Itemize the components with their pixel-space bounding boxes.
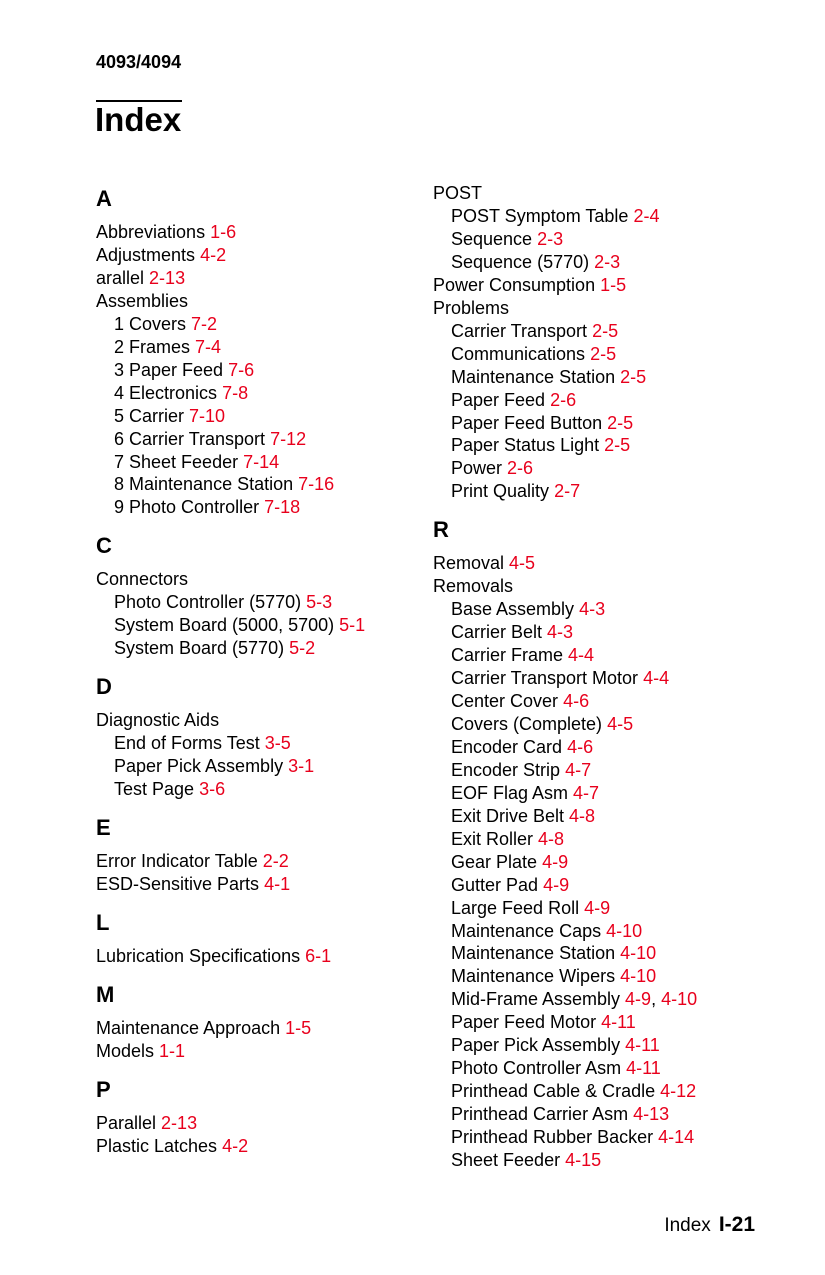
- entry-text: Error Indicator Table: [96, 850, 258, 871]
- page-reference-link[interactable]: 2-5: [590, 343, 617, 364]
- entry-text: 3 Paper Feed: [114, 359, 224, 380]
- page-reference-link[interactable]: 7-4: [195, 336, 222, 357]
- page-reference-link[interactable]: 2-3: [594, 251, 621, 272]
- page-reference-link[interactable]: 4-8: [569, 805, 596, 826]
- entry-text: Carrier Frame: [451, 645, 564, 666]
- index-entry-parallel: [96, 1112, 197, 1134]
- index-subentry-8-maintenance-station: [114, 473, 334, 495]
- page-reference-link[interactable]: 4-14: [658, 1127, 695, 1148]
- page-reference-link[interactable]: 2-13: [161, 1112, 198, 1133]
- page-reference-link[interactable]: 4-5: [607, 713, 634, 734]
- entry-text: Base Assembly: [451, 599, 575, 620]
- index-subentry-carrier-belt: [451, 621, 573, 643]
- entry-text: Large Feed Roll: [451, 897, 580, 918]
- index-subentry-photo-controller-5770: [114, 591, 332, 613]
- entry-text: 9 Photo Controller: [114, 497, 260, 518]
- index-subentry-post-symptom-table: [451, 205, 659, 227]
- entry-text: Assemblies: [96, 290, 189, 311]
- index-subentry-test-page: [114, 778, 225, 800]
- entry-text: Photo Controller Asm: [451, 1058, 622, 1079]
- entry-text: Adjustments: [96, 244, 196, 265]
- entry-text: Abbreviations: [96, 222, 206, 242]
- index-subentry-sheet-feeder: [451, 1149, 601, 1171]
- entry-text: Exit Roller: [451, 828, 534, 849]
- index-entry-maintenance-approach: [96, 1017, 311, 1039]
- entry-text: POST: [433, 183, 483, 203]
- page-reference-link[interactable]: 7-14: [243, 451, 280, 472]
- index-entry-diagnostic-aids: [96, 709, 219, 731]
- index-subentry-maintenance-station: [451, 942, 656, 964]
- entry-text: Carrier Transport: [451, 320, 588, 341]
- entry-text: Maintenance Wipers: [451, 966, 616, 987]
- index-subentry-gear-plate: [451, 851, 568, 873]
- index-entry-post: [433, 182, 482, 204]
- index-entry-models: [96, 1040, 185, 1062]
- page-reference-link[interactable]: 4-11: [626, 1058, 661, 1079]
- index-subentry-system-board-5770: [114, 637, 315, 659]
- entry-text: Covers (Complete): [451, 713, 603, 734]
- page-reference-link[interactable]: 5-2: [289, 638, 316, 659]
- entry-text: Connectors: [96, 569, 189, 590]
- page-reference-link[interactable]: 4-7: [565, 759, 592, 780]
- manual-model-number: 4093/4094: [96, 52, 182, 72]
- index-subentry-printhead-rubber-backer: [451, 1126, 694, 1148]
- index-subentry-end-of-forms-test: [114, 732, 291, 754]
- index-subentry-mid-frame-assembly: Mid-Frame Assembly 4-9, 4-10: [451, 989, 698, 1010]
- page-reference-link[interactable]: 2-2: [262, 850, 289, 871]
- entry-text: Removals: [433, 576, 514, 597]
- entry-text: Diagnostic Aids: [96, 710, 220, 731]
- index-subentry-paper-feed-button: [451, 412, 633, 434]
- index-subentry-paper-pick-assembly: [451, 1034, 660, 1056]
- entry-text: Removal: [433, 553, 505, 574]
- entry-text: System Board (5770): [114, 638, 285, 659]
- entry-text: Center Cover: [451, 691, 559, 711]
- page-reference-link[interactable]: 1-5: [600, 274, 627, 295]
- index-subentry-paper-feed: [451, 389, 576, 411]
- page-reference-link[interactable]: 5-3: [306, 592, 333, 613]
- entry-text: Power: [451, 458, 503, 479]
- entry-text: Paper Pick Assembly: [114, 756, 284, 777]
- index-subentry-2-frames: [114, 336, 221, 358]
- section-letter-l: L: [96, 909, 110, 935]
- page-reference-link[interactable]: 4-4: [568, 645, 595, 666]
- page-reference-link[interactable]: 6-1: [305, 945, 332, 966]
- index-entry-problems: [433, 297, 509, 319]
- entry-text: End of Forms Test: [114, 733, 260, 754]
- index-entry-abbreviations: [96, 221, 236, 243]
- page-reference-link[interactable]: 5-1: [339, 615, 366, 636]
- entry-text: 8 Maintenance Station: [114, 474, 294, 495]
- index-entry-removals: [433, 575, 513, 597]
- entry-text: Gear Plate: [451, 851, 538, 872]
- index-subentry-4-electronics: [114, 382, 248, 404]
- page-reference-link[interactable]: 4-6: [563, 691, 590, 711]
- page-reference-link[interactable]: 4-9: [542, 851, 569, 872]
- index-subentry-maintenance-caps: [451, 920, 642, 942]
- index-subentry-print-quality: [451, 480, 580, 502]
- page-reference-link[interactable]: 7-6: [228, 359, 255, 380]
- page-reference-link[interactable]: 4-12: [660, 1081, 697, 1102]
- page-reference-link[interactable]: 2-5: [607, 412, 634, 433]
- entry-text: Print Quality: [451, 481, 550, 502]
- index-entry-power-consumption: [433, 274, 626, 296]
- index-subentry-photo-controller-asm: [451, 1057, 661, 1079]
- page-reference-link[interactable]: 4-10: [661, 989, 698, 1010]
- page-reference-link[interactable]: 4-3: [547, 622, 574, 643]
- page-reference-link[interactable]: 2-13: [149, 267, 186, 288]
- entry-text: Maintenance Caps: [451, 920, 602, 941]
- page-reference-link[interactable]: 7-12: [270, 428, 307, 449]
- index-subentry-encoder-strip: [451, 759, 591, 781]
- entry-text: Power Consumption: [433, 274, 596, 295]
- entry-text: Printhead Carrier Asm: [451, 1104, 629, 1125]
- index-subentry-system-board-5000-5700: [114, 614, 365, 636]
- entry-text: Models: [96, 1040, 155, 1061]
- page-reference-link[interactable]: 1-6: [210, 222, 237, 242]
- entry-text: Mid-Frame Assembly: [451, 989, 621, 1010]
- entry-text: 4 Electronics: [114, 382, 218, 403]
- index-subentry-sequence-5770: [451, 251, 620, 273]
- page-reference-link[interactable]: 4-4: [643, 668, 670, 689]
- index-entry-esd-sensitive-parts: [96, 873, 290, 895]
- page-reference-link[interactable]: 4-10: [620, 943, 657, 964]
- page-title: Index: [95, 101, 182, 138]
- entry-text: Sheet Feeder: [451, 1150, 561, 1170]
- page-reference-link[interactable]: 3-6: [199, 779, 226, 799]
- entry-text: 2 Frames: [114, 336, 191, 357]
- page-reference-link[interactable]: 4-1: [264, 873, 291, 894]
- entry-text: Encoder Strip: [451, 759, 561, 780]
- entry-text: 7 Sheet Feeder: [114, 451, 239, 472]
- page-reference-link[interactable]: 4-10: [620, 966, 657, 987]
- page-reference-link[interactable]: 7-10: [189, 405, 226, 426]
- page-number: I-21: [718, 1213, 755, 1236]
- entry-text: Exit Drive Belt: [451, 805, 565, 826]
- index-subentry-large-feed-roll: [451, 897, 610, 919]
- index-entry-assemblies: [96, 290, 188, 312]
- index-entry-adjustments: [96, 244, 226, 266]
- entry-text: System Board (5000, 5700): [114, 615, 335, 636]
- index-subentry-paper-pick-assembly: [114, 755, 314, 777]
- page-reference-link[interactable]: 2-3: [537, 228, 564, 249]
- index-subentry-maintenance-wipers: [451, 965, 656, 987]
- page-reference-link[interactable]: 4-2: [200, 244, 227, 265]
- page-reference-link[interactable]: 2-5: [604, 435, 631, 456]
- index-subentry-9-photo-controller: [114, 496, 300, 518]
- index-subentry-covers-complete: [451, 713, 633, 735]
- page-reference-link[interactable]: 4-15: [565, 1150, 602, 1170]
- section-letter-p: P: [96, 1076, 111, 1102]
- index-subentry-exit-roller: [451, 828, 564, 850]
- page-reference-link[interactable]: 7-8: [222, 382, 249, 403]
- page-reference-link[interactable]: 4-13: [633, 1104, 670, 1125]
- index-subentry-7-sheet-feeder: [114, 451, 279, 473]
- entry-text: Communications: [451, 343, 586, 364]
- section-letter-r: R: [433, 517, 449, 543]
- page-reference-link[interactable]: 4-3: [579, 599, 606, 620]
- index-subentry-communications: [451, 343, 616, 365]
- index-subentry-printhead-carrier-asm: [451, 1103, 669, 1125]
- index-subentry-paper-feed-motor: [451, 1011, 636, 1033]
- index-entry-lubrication-specifications: [96, 945, 331, 967]
- entry-text: Paper Feed Motor: [451, 1012, 597, 1033]
- entry-text: Test Page: [114, 779, 195, 799]
- index-subentry-carrier-transport: [451, 320, 618, 342]
- index-subentry-printhead-cable-cradle: [451, 1080, 696, 1102]
- entry-text: Sequence: [451, 228, 533, 249]
- entry-text: Plastic Latches: [96, 1135, 218, 1156]
- entry-text: 5 Carrier: [114, 405, 185, 426]
- page-reference-link[interactable]: 4-5: [509, 553, 536, 574]
- entry-text: EOF Flag Asm: [451, 782, 569, 803]
- index-subentry-1-covers: [114, 313, 217, 335]
- entry-text: Sequence (5770): [451, 251, 590, 272]
- page-reference-link[interactable]: 4-2: [222, 1135, 249, 1156]
- section-letter-c: C: [96, 533, 112, 559]
- index-subentry-paper-status-light: [451, 434, 630, 456]
- entry-text: Parallel: [96, 1112, 157, 1133]
- section-letter-a: A: [96, 186, 112, 211]
- page-reference-link[interactable]: 2-5: [592, 320, 619, 341]
- index-subentry-carrier-frame: [451, 644, 594, 666]
- entry-text: ESD-Sensitive Parts: [96, 873, 260, 894]
- page-reference-link[interactable]: 4-9: [543, 874, 570, 895]
- page-reference-link[interactable]: 7-16: [298, 474, 335, 495]
- index-subentry-6-carrier-transport: [114, 428, 306, 450]
- page-reference-link[interactable]: 3-1: [288, 756, 315, 777]
- section-letter-m: M: [96, 981, 115, 1007]
- page-reference-link[interactable]: 4-9: [625, 989, 652, 1010]
- index-entry-connectors: [96, 568, 188, 590]
- page-reference-link[interactable]: 4-11: [625, 1035, 660, 1056]
- entry-text: POST Symptom Table: [451, 205, 629, 226]
- entry-text: Lubrication Specifications: [96, 945, 301, 966]
- index-subentry-gutter-pad: [451, 874, 569, 896]
- index-subentry-3-paper-feed: [114, 359, 254, 381]
- index-subentry-encoder-card: [451, 736, 593, 758]
- index-subentry-sequence: [451, 228, 563, 250]
- page-reference-link[interactable]: 4-9: [584, 897, 611, 918]
- entry-text: Maintenance Station: [451, 943, 616, 964]
- entry-text: Photo Controller (5770): [114, 592, 302, 613]
- page-reference-link[interactable]: 1-1: [159, 1040, 186, 1061]
- entry-text: Encoder Card: [451, 736, 563, 757]
- page-reference-link[interactable]: 3-5: [264, 733, 291, 754]
- page-reference-link[interactable]: 7-2: [191, 313, 218, 334]
- index-entry-arallel: [96, 267, 185, 289]
- entry-text: 6 Carrier Transport: [114, 428, 266, 449]
- footer-section: Index: [664, 1215, 711, 1236]
- page-footer: [664, 1213, 755, 1237]
- entry-text: Paper Pick Assembly: [451, 1035, 621, 1056]
- entry-text: Carrier Belt: [451, 622, 543, 643]
- entry-text: 1 Covers: [114, 313, 187, 334]
- page-reference-link[interactable]: 2-5: [620, 366, 647, 387]
- page-reference-link[interactable]: 4-11: [601, 1012, 636, 1033]
- page-reference-link[interactable]: 2-6: [550, 389, 577, 410]
- entry-text: Gutter Pad: [451, 874, 539, 895]
- page-reference-link[interactable]: 2-7: [554, 481, 581, 502]
- entry-text: Maintenance Approach: [96, 1017, 281, 1038]
- page-reference-link[interactable]: 4-6: [567, 736, 594, 757]
- entry-text: Printhead Rubber Backer: [451, 1127, 654, 1148]
- page-reference-link[interactable]: 4-7: [573, 782, 600, 803]
- page-reference-link[interactable]: 2-6: [507, 458, 534, 479]
- entry-text: Printhead Cable & Cradle: [451, 1081, 656, 1102]
- index-subentry-maintenance-station: [451, 366, 646, 388]
- page-reference-link[interactable]: 1-5: [285, 1017, 312, 1038]
- entry-text: Paper Status Light: [451, 435, 600, 456]
- index-subentry-carrier-transport-motor: [451, 667, 669, 689]
- index-entry-error-indicator-table: [96, 850, 289, 872]
- index-subentry-power: [451, 457, 533, 479]
- section-letter-e: E: [96, 814, 111, 840]
- index-subentry-5-carrier: [114, 405, 225, 427]
- index-entry-plastic-latches: [96, 1135, 248, 1157]
- entry-text: Carrier Transport Motor: [451, 668, 639, 689]
- section-letter-d: D: [96, 674, 112, 700]
- page-reference-link[interactable]: 4-10: [606, 920, 643, 941]
- index-entry-removal: [433, 552, 535, 574]
- page-reference-link[interactable]: 2-4: [633, 205, 660, 226]
- index-subentry-base-assembly: [451, 598, 605, 620]
- entry-text: Paper Feed: [451, 389, 546, 410]
- page-reference-link[interactable]: 4-8: [538, 828, 565, 849]
- index-subentry-exit-drive-belt: [451, 805, 595, 827]
- index-subentry-center-cover: [451, 690, 589, 712]
- page-reference-link[interactable]: 7-18: [264, 497, 301, 518]
- entry-text: Maintenance Station: [451, 366, 616, 387]
- entry-text: arallel: [96, 267, 145, 288]
- index-subentry-eof-flag-asm: [451, 782, 599, 804]
- entry-text: Paper Feed Button: [451, 412, 603, 433]
- entry-text: Problems: [433, 297, 510, 318]
